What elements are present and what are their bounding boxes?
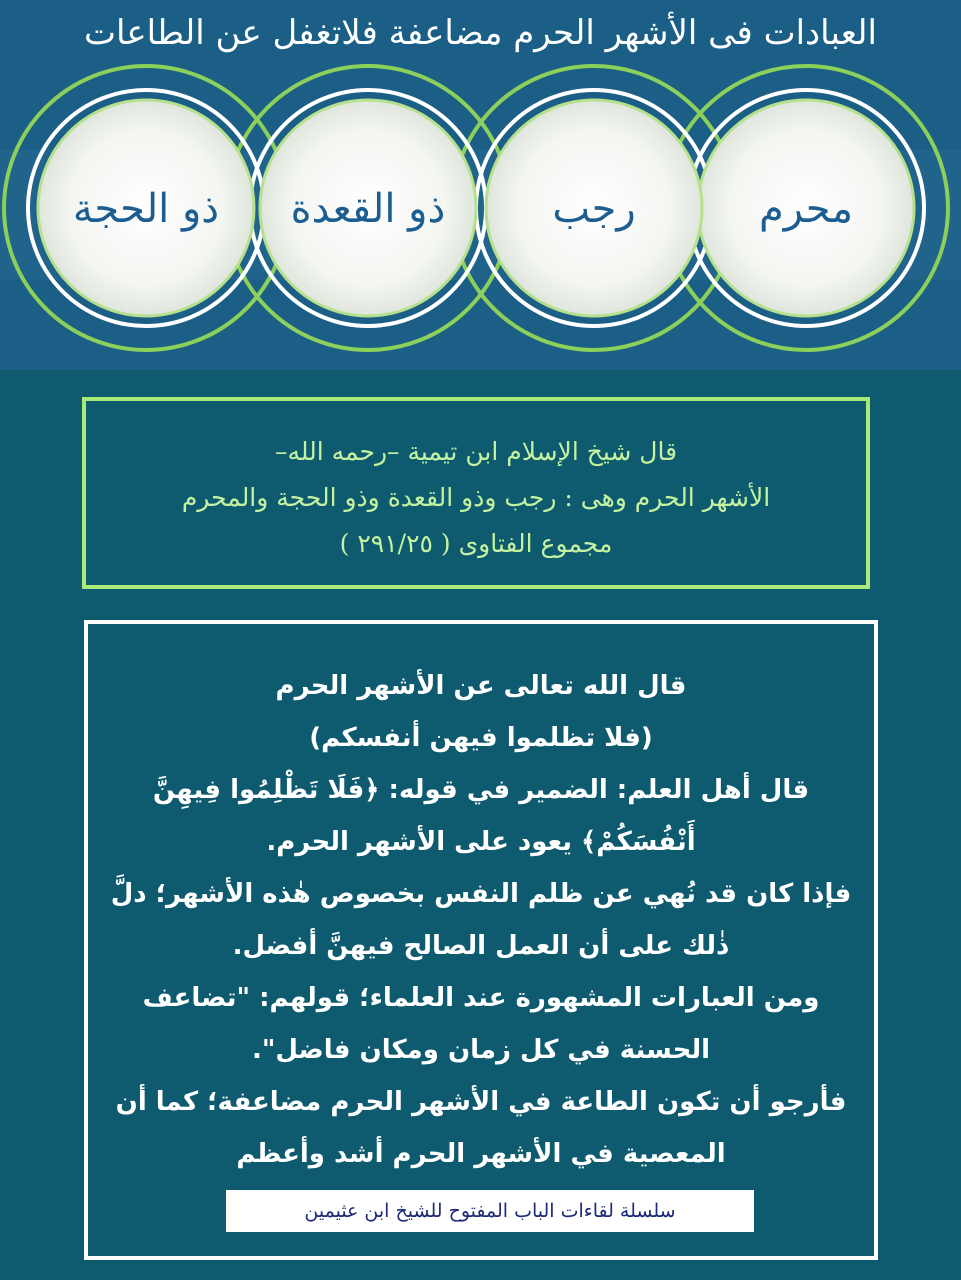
month-label-dhul-hijjah: ذو الحجة <box>72 186 220 232</box>
main-text-box <box>84 620 878 1260</box>
quote-line: قال شيخ الإسلام ابن تيمية –رحمه الله– <box>274 437 678 466</box>
series-footer-label: سلسلة لقاءات الباب المفتوح للشيخ ابن عثيمين <box>226 1190 754 1232</box>
main-text-line: فإذا كان قد نُهي عن ظلم النفس بخصوص هٰذه الأشهر؛ دلَّ <box>110 879 852 909</box>
month-label-muharram: محرم <box>758 186 854 232</box>
ibn-taymiyyah-quote-box <box>82 397 870 589</box>
banner <box>0 0 961 370</box>
quote-line: الأشهر الحرم وهى : رجب وذو القعدة وذو الحجة والمحرم <box>181 483 771 512</box>
main-text-line: الحسنة في كل زمان ومكان فاضل". <box>251 1035 711 1065</box>
month-label-rajab: رجب <box>552 186 636 232</box>
main-text-line: أَنْفُسَكُمْ﴾ يعود على الأشهر الحرم. <box>266 827 696 857</box>
main-text-line: قال أهل العلم: الضمير في قوله: ﴿فَلَا تَظْلِمُوا فِيهِنَّ <box>152 775 810 805</box>
main-text-line: ومن العبارات المشهورة عند العلماء؛ قولهم: "تضاعف <box>142 983 820 1013</box>
main-text-line: قال الله تعالى عن الأشهر الحرم <box>275 671 687 701</box>
main-text-line: المعصية في الأشهر الحرم أشد وأعظم <box>236 1139 726 1169</box>
main-text-line: (فلا تظلموا فيهن أنفسكم) <box>309 723 653 753</box>
quote-line: مجموع الفتاوى ( ٢٩١/٢٥ ) <box>339 529 613 558</box>
page-title: العبادات فى الأشهر الحرم مضاعفة فلاتغفل عن الطاعات <box>84 13 877 53</box>
month-label-dhul-qadah: ذو القعدة <box>290 186 446 232</box>
main-text-line: ذٰلك على أن العمل الصالح فيهنَّ أفضل. <box>232 931 730 961</box>
main-text-line: فأرجو أن تكون الطاعة في الأشهر الحرم مضاعفة؛ كما أن <box>115 1087 847 1117</box>
